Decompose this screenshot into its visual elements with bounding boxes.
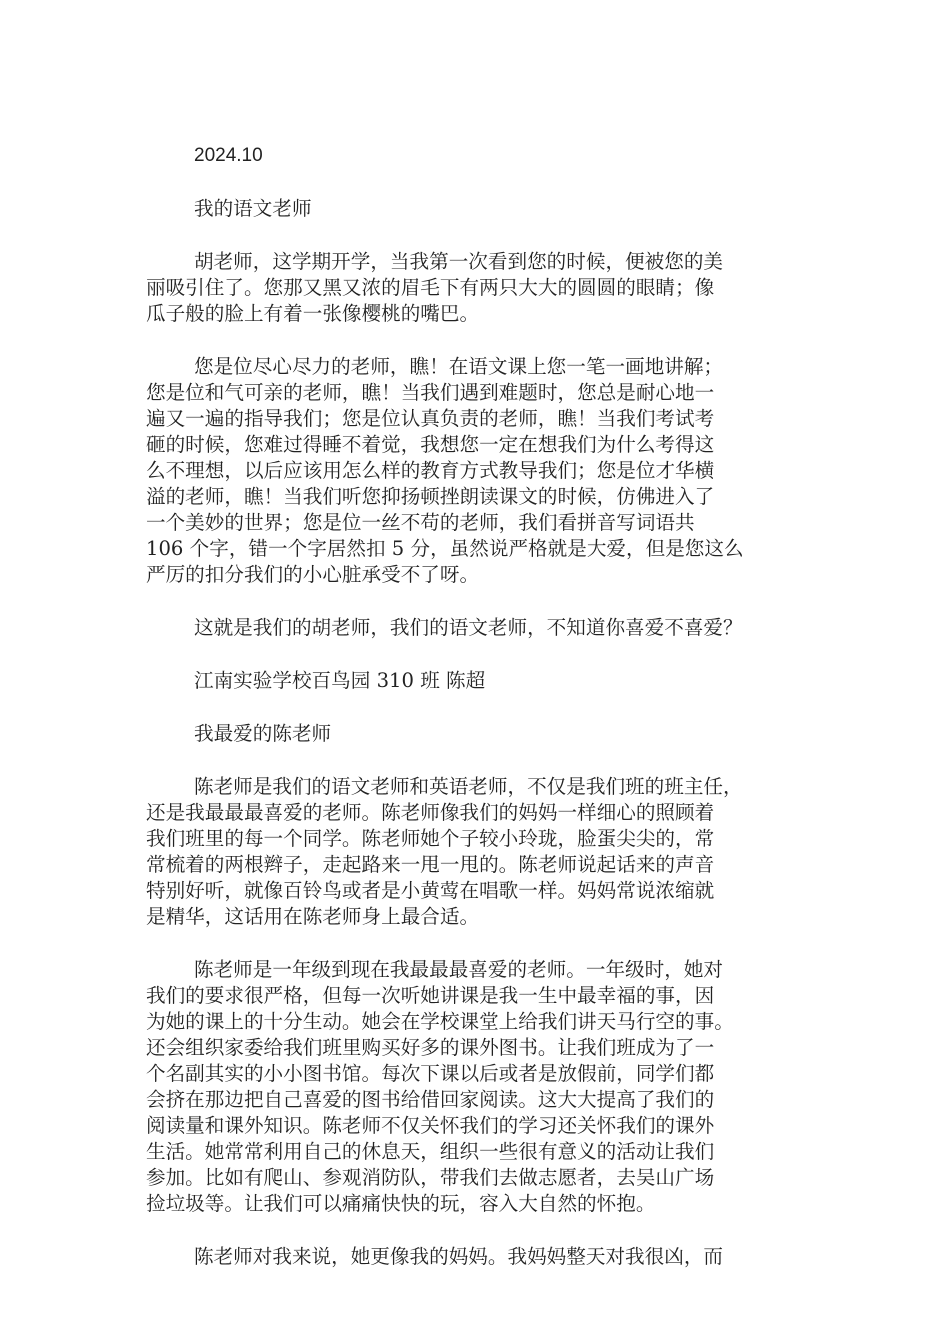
text-line: 106 个字，错一个字居然扣 5 分，虽然说严格就是大爱，但是您这么 bbox=[146, 537, 744, 560]
spacer bbox=[146, 641, 810, 668]
document-body bbox=[146, 143, 810, 1270]
text-line: 这就是我们的胡老师，我们的语文老师，不知道你喜爱不喜爱？ bbox=[194, 616, 743, 639]
text-line: 遍又一遍的指导我们；您是位认真负责的老师，瞧！当我们考试考 bbox=[146, 407, 715, 430]
paragraph bbox=[146, 615, 810, 641]
text-line: 为她的课上的十分生动。她会在学校课堂上给我们讲天马行空的事。 bbox=[146, 1010, 734, 1033]
spacer bbox=[146, 327, 810, 354]
text-line: 还是我最最最喜爱的老师。陈老师像我们的妈妈一样细心的照顾着 bbox=[146, 801, 715, 824]
text-line: 我们的要求很严格，但每一次听她讲课是我一生中最幸福的事，因 bbox=[146, 984, 715, 1007]
text-line: 阅读量和课外知识。陈老师不仅关怀我们的学习还关怀我们的课外 bbox=[146, 1114, 715, 1137]
spacer bbox=[146, 588, 810, 615]
text-line: 还会组织家委给我们班里购买好多的课外图书。让我们班成为了一 bbox=[146, 1036, 715, 1059]
essay-title: 我的语文老师 bbox=[194, 197, 312, 220]
text-line: 会挤在那边把自己喜爱的图书给借回家阅读。这大大提高了我们的 bbox=[146, 1088, 715, 1111]
paragraph bbox=[146, 957, 810, 1217]
text-line: 胡老师，这学期开学，当我第一次看到您的时候，便被您的美 bbox=[194, 250, 724, 273]
paragraph bbox=[146, 249, 810, 327]
text-line: 陈老师是我们的语文老师和英语老师，不仅是我们班的班主任， bbox=[194, 775, 743, 798]
text-line: 丽吸引住了。您那又黑又浓的眉毛下有两只大大的圆圆的眼睛；像 bbox=[146, 276, 715, 299]
text-line: 溢的老师，瞧！当我们听您抑扬顿挫朗读课文的时候，仿佛进入了 bbox=[146, 485, 715, 508]
paragraph bbox=[146, 1244, 810, 1270]
text-line: 参加。比如有爬山、参观消防队，带我们去做志愿者，去吴山广场 bbox=[146, 1166, 715, 1189]
text-line: 瓜子般的脸上有着一张像樱桃的嘴巴。 bbox=[146, 302, 480, 325]
text-line: 特别好听，就像百铃鸟或者是小黄莺在唱歌一样。妈妈常说浓缩就 bbox=[146, 879, 715, 902]
text-line: 个名副其实的小小图书馆。每次下课以后或者是放假前，同学们都 bbox=[146, 1062, 715, 1085]
text-line: 陈老师是一年级到现在我最最最喜爱的老师。一年级时，她对 bbox=[194, 958, 724, 981]
spacer bbox=[146, 747, 810, 774]
spacer bbox=[146, 930, 810, 957]
text-line: 一个美妙的世界；您是位一丝不苟的老师，我们看拼音写词语共 bbox=[146, 511, 695, 534]
text-line: 么不理想，以后应该用怎么样的教育方式教导我们；您是位才华横 bbox=[146, 459, 715, 482]
text-line: 您是位和气可亲的老师，瞧！当我们遇到难题时，您总是耐心地一 bbox=[146, 381, 715, 404]
text-line: 生活。她常常利用自己的休息天，组织一些很有意义的活动让我们 bbox=[146, 1140, 715, 1163]
text-line: 严厉的扣分我们的小心脏承受不了呀。 bbox=[146, 563, 480, 586]
spacer bbox=[146, 169, 810, 196]
spacer bbox=[146, 1217, 810, 1244]
text-line: 您是位尽心尽力的老师，瞧！在语文课上您一笔一画地讲解； bbox=[194, 355, 724, 378]
paragraph bbox=[146, 354, 810, 588]
spacer bbox=[146, 694, 810, 721]
document-date: 2024.10 bbox=[194, 145, 263, 166]
essay-author: 江南实验学校百鸟园 310 班 陈超 bbox=[194, 669, 486, 692]
paragraph bbox=[146, 774, 810, 930]
text-line: 陈老师对我来说，她更像我的妈妈。我妈妈整天对我很凶，而 bbox=[194, 1245, 724, 1268]
text-line: 我们班里的每一个同学。陈老师她个子较小玲珑，脸蛋尖尖的，常 bbox=[146, 827, 715, 850]
text-line: 常梳着的两根辫子，走起路来一甩一甩的。陈老师说起话来的声音 bbox=[146, 853, 715, 876]
text-line: 捡垃圾等。让我们可以痛痛快快的玩，容入大自然的怀抱。 bbox=[146, 1192, 656, 1215]
essay-title: 我最爱的陈老师 bbox=[194, 722, 332, 745]
text-line: 是精华，这话用在陈老师身上最合适。 bbox=[146, 905, 480, 928]
spacer bbox=[146, 222, 810, 249]
text-line: 砸的时候，您难过得睡不着觉，我想您一定在想我们为什么考得这 bbox=[146, 433, 715, 456]
